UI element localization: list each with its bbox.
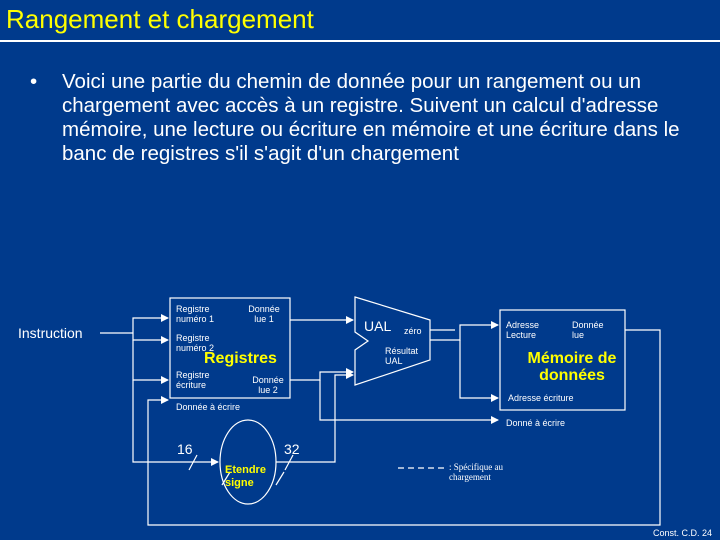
tick-out xyxy=(276,472,284,485)
registres-title: Registres xyxy=(204,350,277,367)
footer: Const. C.D. 24 xyxy=(652,528,712,538)
ual-title: UAL xyxy=(364,318,392,334)
wire-to-reg1 xyxy=(133,318,168,333)
wire-to-regw xyxy=(133,340,168,380)
wire-result-addr-read xyxy=(430,325,498,340)
reg1-label: Registre numéro 1 xyxy=(176,304,215,324)
regw-label: Registre écriture xyxy=(176,370,210,390)
memoire-title: Mémoire de données xyxy=(527,350,617,384)
bits-out-label: 32 xyxy=(284,441,300,457)
zero-label: zéro xyxy=(404,326,422,336)
wire-lue2-ual xyxy=(290,372,353,380)
result-label: Résultat UAL xyxy=(385,346,419,366)
wire-result-addr-write xyxy=(460,340,498,398)
sign-extend-ellipse xyxy=(220,420,276,504)
lue1-label: Donnée lue 1 xyxy=(248,304,280,324)
mem-write-data-label: Donné à écrire xyxy=(506,418,566,428)
bullet-text: Voici une partie du chemin de donnée pour un rangement ou un chargement avec accès à un registre. Suivent un calcul d'adresse mémoire, une lecture ou écriture en mémoire et une écriture dans le banc de registres s'il s'agit d'un chargement xyxy=(62,70,680,165)
slide-title: Rangement et chargement xyxy=(6,4,314,34)
ual-shape xyxy=(355,297,430,385)
wire-to-extend xyxy=(133,380,218,462)
adresse-ecriture-label: Adresse écriture xyxy=(508,393,574,403)
lue2-label: Donnée lue 2 xyxy=(252,375,284,395)
donnee-lue-label: Donnée lue xyxy=(572,320,604,340)
legend-label: : Spécifique au chargement xyxy=(449,462,503,482)
wire-lue2-mem xyxy=(320,380,498,420)
extend-title: Etendre signe xyxy=(225,464,266,489)
bullet-marker: • xyxy=(30,70,38,93)
instruction-label: Instruction xyxy=(18,325,83,341)
wire-to-reg2 xyxy=(133,333,168,340)
bits-in-label: 16 xyxy=(177,441,193,457)
reg2-label: Registre numéro 2 xyxy=(176,333,215,353)
write-data-label: Donnée à écrire xyxy=(176,402,241,412)
adresse-lecture-label: Adresse Lecture xyxy=(506,320,540,340)
